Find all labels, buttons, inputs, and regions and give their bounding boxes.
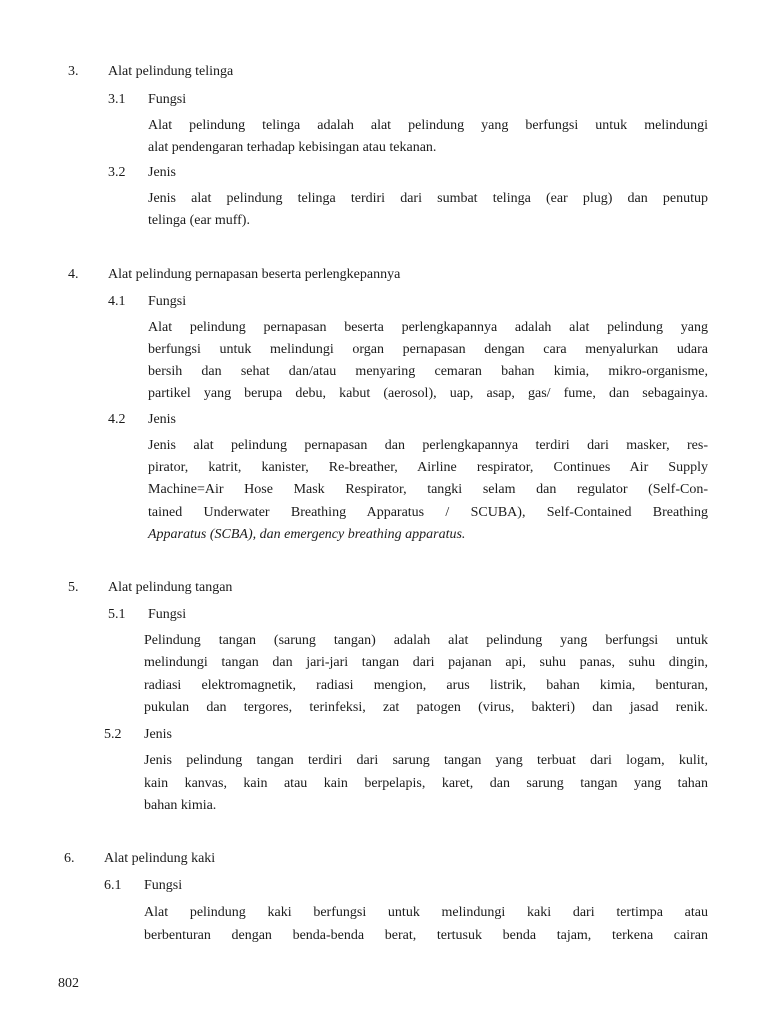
section-title: Alat pelindung tangan xyxy=(108,580,233,595)
paragraph-line: tained Underwater Breathing Apparatus / SCUBA), Self-Contained Breathing xyxy=(148,505,708,520)
section-title: Alat pelindung telinga xyxy=(108,64,234,79)
paragraph-line: alat pendengaran terhadap kebisingan atau tekanan. xyxy=(148,140,437,155)
paragraph-line: Jenis alat pelindung telinga terdiri dari sumbat telinga (ear plug) dan penutup xyxy=(148,191,708,206)
paragraph-line: Jenis pelindung tangan terdiri dari sarung tangan yang terbuat dari logam, kulit, xyxy=(144,753,708,768)
page-number: 802 xyxy=(58,976,79,991)
section-title: Alat pelindung pernapasan beserta perlengkepannya xyxy=(108,267,401,282)
paragraph-line: radiasi elektromagnetik, radiasi mengion, arus listrik, bahan kimia, benturan, xyxy=(144,678,708,693)
paragraph-line: Apparatus (SCBA), dan emergency breathing apparatus. xyxy=(148,527,466,542)
paragraph-line: Jenis alat pelindung pernapasan dan perlengkapannya terdiri dari masker, res- xyxy=(148,438,708,453)
subsection-title: Fungsi xyxy=(148,294,187,309)
subsection-number: 4.1 xyxy=(108,294,126,309)
paragraph-line: pirator, katrit, kanister, Re-breather, Airline respirator, Continues Air Supply xyxy=(148,460,708,475)
paragraph-line: Pelindung tangan (sarung tangan) adalah alat pelindung yang berfungsi untuk xyxy=(144,633,708,648)
paragraph-line: telinga (ear muff). xyxy=(148,213,250,228)
paragraph-line: berfungsi untuk melindungi organ pernapasan dengan cara menyalurkan udara xyxy=(148,342,708,357)
section-title: Alat pelindung kaki xyxy=(104,851,216,866)
subsection-number: 5.2 xyxy=(104,727,122,742)
paragraph-line: Machine=Air Hose Mask Respirator, tangki selam dan regulator (Self-Con- xyxy=(148,482,708,497)
subsection-number: 5.1 xyxy=(108,607,126,622)
section-number: 4. xyxy=(68,267,79,282)
subsection-title: Fungsi xyxy=(148,92,187,107)
paragraph-line: partikel yang berupa debu, kabut (aerosol), uap, asap, gas/ fume, dan sebagainya. xyxy=(148,386,708,401)
paragraph-line: pukulan dan tergores, terinfeksi, zat patogen (virus, bakteri) dan jasad renik. xyxy=(144,700,708,715)
paragraph-line: Alat pelindung kaki berfungsi untuk melindungi kaki dari tertimpa atau xyxy=(144,905,708,920)
paragraph-line: bahan kimia. xyxy=(144,798,217,813)
section-number: 5. xyxy=(68,580,79,595)
subsection-title: Fungsi xyxy=(148,607,187,622)
subsection-number: 3.2 xyxy=(108,165,126,180)
subsection-number: 3.1 xyxy=(108,92,126,107)
paragraph-line: Alat pelindung pernapasan beserta perlengkapannya adalah alat pelindung yang xyxy=(148,320,708,335)
subsection-title: Fungsi xyxy=(144,878,183,893)
section-number: 3. xyxy=(68,64,79,79)
subsection-title: Jenis xyxy=(144,727,172,742)
subsection-number: 4.2 xyxy=(108,412,126,427)
subsection-number: 6.1 xyxy=(104,878,122,893)
paragraph-line: kain kanvas, kain atau kain berpelapis, karet, dan sarung tangan yang tahan xyxy=(144,776,708,791)
paragraph-line: Alat pelindung telinga adalah alat pelindung yang berfungsi untuk melindungi xyxy=(148,118,708,133)
section-number: 6. xyxy=(64,851,75,866)
paragraph-line: berbenturan dengan benda-benda berat, tertusuk benda tajam, terkena cairan xyxy=(144,928,708,943)
paragraph-line: bersih dan sehat dan/atau menyaring cemaran bahan kimia, mikro-organisme, xyxy=(148,364,708,379)
subsection-title: Jenis xyxy=(148,165,176,180)
subsection-title: Jenis xyxy=(148,412,176,427)
paragraph-line: melindungi tangan dan jari-jari tangan dari pajanan api, suhu panas, suhu dingin, xyxy=(144,655,708,670)
